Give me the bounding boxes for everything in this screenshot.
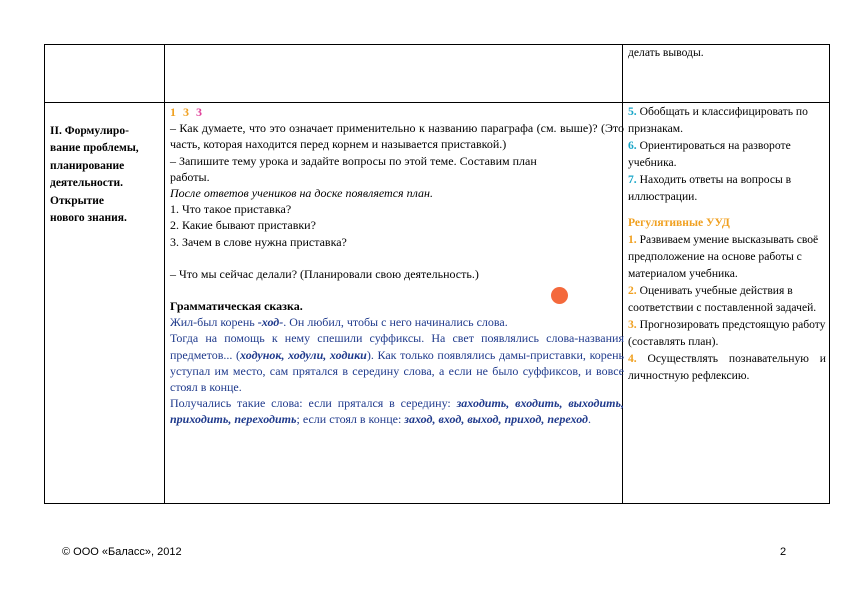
slide-number: 3 xyxy=(183,105,189,119)
tale-paragraph-2: Тогда на помощь к нему спешили суффиксы. На свет появлялись слова-названия предметов... (ходунок, ходули, ходики). Как только появлялись дамы-приставки, корень уступал им место, сам прятался в середину слова, а если не было суффиксов, и вовсе стоял в конце. xyxy=(170,331,625,395)
stage-line: деятельности. xyxy=(50,177,124,190)
row-divider xyxy=(44,102,830,103)
slide-numbers xyxy=(170,104,624,120)
board-note: После ответов учеников на доске появляется план. xyxy=(170,186,433,201)
plan-item: 3. Зачем в слове нужна приставка? xyxy=(170,234,347,249)
tale-paragraph-3: Получались такие слова: если прятался в середину: заходить, входить, выходить, приходить, переходить; если стоял в конце: заход, вход, выход, приход, переход. xyxy=(170,396,624,427)
uud-item: 3. Прогнозировать предстоящую работу (составлять план). xyxy=(628,317,826,348)
stage-line: Открытие xyxy=(50,194,104,207)
tale-title: Грамматическая сказка. xyxy=(170,299,303,314)
question-3: – Что мы сейчас делали? (Планировали свою деятельность.) xyxy=(170,266,479,281)
stage-line: II. Формулиро- xyxy=(50,125,129,137)
plan-item: 2. Какие бывают приставки? xyxy=(170,218,316,233)
uud-item: 6. Ориентироваться на развороте учебника. xyxy=(628,138,791,169)
question-2: – Запишите тему урока и задайте вопросы по этой теме. Составим план работы. xyxy=(170,153,537,184)
table-border-right xyxy=(829,45,830,503)
slide-number: 3 xyxy=(196,105,202,119)
regulative-uud-title: Регулятивные УУД xyxy=(628,216,730,230)
footer-copyright: © ООО «Баласс», 2012 xyxy=(62,546,182,558)
uud-item: 2. Оценивать учебные действия в соответствии с поставленной задачей. xyxy=(628,284,817,314)
stage-line: планирование xyxy=(50,159,125,172)
table-border-left xyxy=(44,45,45,503)
orange-dot-marker xyxy=(551,287,568,304)
uud-cell xyxy=(628,104,826,385)
activity-cell xyxy=(170,104,624,428)
column-divider-1 xyxy=(164,45,165,503)
stage-line: вание проблемы, xyxy=(50,142,139,155)
slide-number: 1 xyxy=(170,105,176,119)
uud-item: 4. Осуществлять познавательную и личностную рефлексию. xyxy=(628,351,826,382)
lesson-table xyxy=(44,44,830,504)
tale-paragraph-1: Жил-был корень -ход-. Он любил, чтобы с него начинались слова. xyxy=(170,315,508,330)
uud-item: 5. Обобщать и классифицировать по признакам. xyxy=(628,105,808,135)
uud-item: 7. Находить ответы на вопросы в иллюстрации. xyxy=(628,172,792,203)
plan-item: 1. Что такое приставка? xyxy=(170,202,292,217)
question-1: – Как думаете, что это означает применительно к названию параграфа (см. выше)? (Это часть, которая находится перед корнем и называется приставкой.) xyxy=(170,121,624,152)
stage-line: нового знания. xyxy=(50,212,127,225)
page-number: 2 xyxy=(780,546,787,558)
stage-cell xyxy=(50,123,162,227)
uud-item: 1. Развиваем умение высказывать своё предположение на основе работы с материалом учебника. xyxy=(628,233,819,281)
top-row-uud-text: делать выводы. xyxy=(628,46,704,59)
